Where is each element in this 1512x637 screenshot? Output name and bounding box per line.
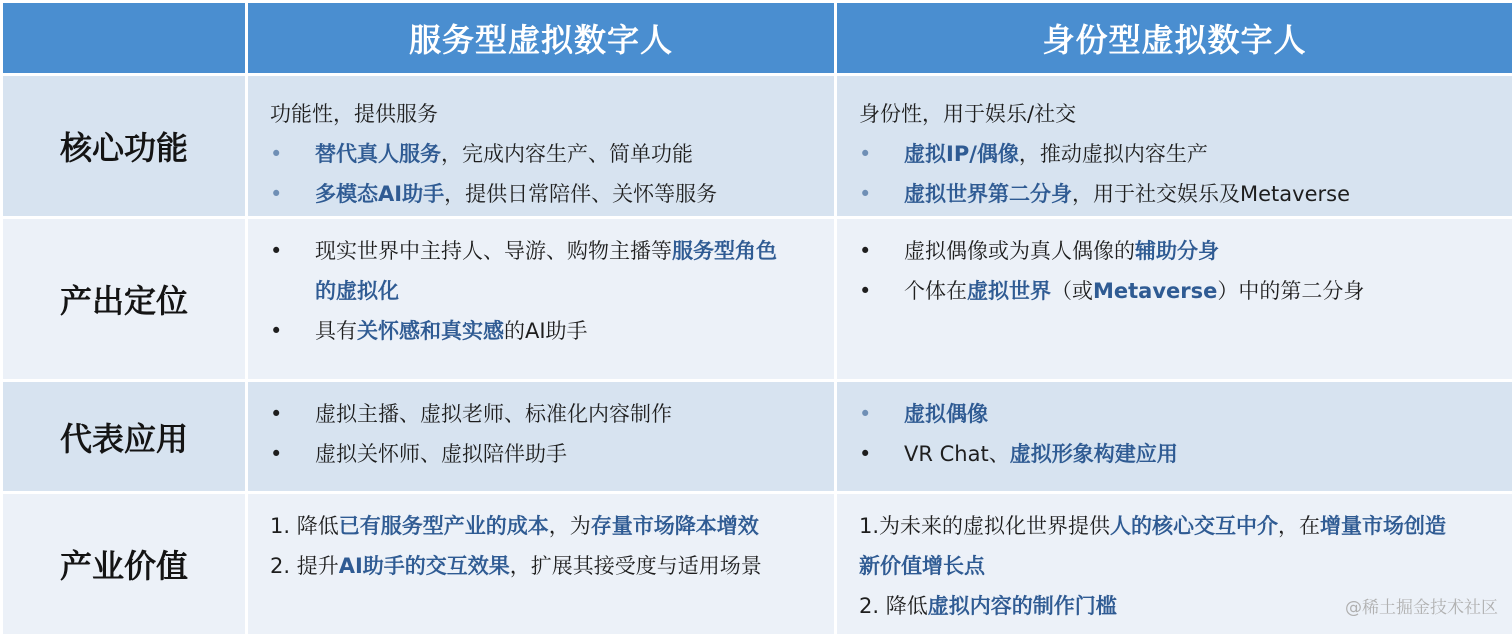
item-text: ，用于社交娱乐及Metaverse (1072, 182, 1350, 206)
highlight-text: 辅助分身 (1135, 239, 1219, 263)
bullet-dot: • (270, 134, 315, 174)
item-text: 虚拟主播、虚拟老师、标准化内容制作 (315, 394, 816, 434)
highlight-text: 存量市场降本增效 (591, 514, 759, 538)
item-text: 2. 降低 (859, 594, 928, 618)
list-item (270, 134, 816, 174)
highlight-text: 新价值增长点 (859, 554, 985, 578)
list-item (859, 434, 1494, 474)
item-text: 1. 降低 (270, 514, 339, 538)
list-item (859, 506, 1494, 546)
bullet-dot: • (859, 434, 904, 474)
bullet-dot: • (270, 434, 315, 474)
row-core-function (2, 75, 1512, 218)
item-text: ，扩展其接受度与适用场景 (510, 554, 762, 578)
list-item (270, 311, 816, 351)
list-item-continued (859, 546, 1494, 586)
bullet-dot: • (270, 174, 315, 214)
highlight-text: 服务型角色 (672, 239, 777, 263)
item-text: ，完成内容生产、简单功能 (441, 142, 693, 166)
cell-position-identity (836, 218, 1512, 381)
highlight-text: 关怀感和真实感 (357, 319, 504, 343)
highlight-text: 增量市场创造 (1320, 514, 1446, 538)
highlight-text: 的虚拟化 (315, 279, 399, 303)
bullet-dot: • (270, 311, 315, 351)
item-text: ，提供日常陪伴、关怀等服务 (444, 182, 717, 206)
highlight-text: 虚拟偶像 (904, 402, 988, 426)
cell-value-service (247, 493, 836, 636)
item-text: ，推动虚拟内容生产 (1019, 142, 1208, 166)
bullet-dot: • (859, 394, 904, 434)
list-item (859, 134, 1494, 174)
row-label-position: 产出定位 (2, 218, 247, 381)
row-label-core: 核心功能 (2, 75, 247, 218)
item-text: 2. 提升 (270, 554, 339, 578)
row-industry-value (2, 493, 1512, 636)
item-text: 1.为未来的虚拟化世界提供 (859, 514, 1110, 538)
list-item (270, 231, 816, 311)
cell-position-service (247, 218, 836, 381)
col-header-identity: 身份型虚拟数字人 (836, 2, 1512, 75)
highlight-text: 虚拟IP/偶像 (904, 142, 1019, 166)
header-row (2, 2, 1512, 75)
list-item (859, 271, 1494, 311)
item-text: 具有 (315, 319, 357, 343)
highlight-text: 虚拟内容的制作门槛 (928, 594, 1117, 618)
list-item (859, 231, 1494, 271)
list-item (270, 506, 816, 546)
bullet-dot: • (270, 231, 315, 311)
list-item (270, 546, 816, 586)
item-text: 现实世界中主持人、导游、购物主播等 (315, 239, 672, 263)
list-item (859, 174, 1494, 214)
cell-core-identity (836, 75, 1512, 218)
highlight-text: Metaverse (1093, 279, 1217, 303)
core-identity-intro: 身份性，用于娱乐/社交 (859, 94, 1494, 134)
bullet-dot: • (859, 231, 904, 271)
cell-core-service (247, 75, 836, 218)
list-item (859, 394, 1494, 434)
list-item (270, 434, 816, 474)
row-output-position (2, 218, 1512, 381)
item-text: （或 (1051, 279, 1093, 303)
row-applications (2, 381, 1512, 493)
highlight-text: 虚拟世界 (967, 279, 1051, 303)
bullet-dot: • (270, 394, 315, 434)
highlight-text: 虚拟形象构建应用 (1010, 442, 1178, 466)
row-label-apps: 代表应用 (2, 381, 247, 493)
row-label-value: 产业价值 (2, 493, 247, 636)
highlight-text: 已有服务型产业的成本 (339, 514, 549, 538)
bullet-dot: • (859, 134, 904, 174)
item-text: 的AI助手 (504, 319, 588, 343)
highlight-text: AI助手的交互效果 (339, 554, 510, 578)
item-text: ，为 (549, 514, 591, 538)
item-text: ，在 (1278, 514, 1320, 538)
cell-apps-identity (836, 381, 1512, 493)
highlight-text: 人的核心交互中介 (1110, 514, 1278, 538)
corner-cell (2, 2, 247, 75)
item-text: 虚拟关怀师、虚拟陪伴助手 (315, 434, 816, 474)
item-text: 虚拟偶像或为真人偶像的 (904, 239, 1135, 263)
col-header-service: 服务型虚拟数字人 (247, 2, 836, 75)
item-text: VR Chat、 (904, 442, 1010, 466)
highlight-text: 虚拟世界第二分身 (904, 182, 1072, 206)
highlight-text: 多模态AI助手 (315, 182, 444, 206)
highlight-text: 替代真人服务 (315, 142, 441, 166)
list-item (270, 394, 816, 434)
watermark-text: @稀土掘金技术社区 (1345, 593, 1498, 618)
cell-apps-service (247, 381, 836, 493)
bullet-dot: • (859, 271, 904, 311)
bullet-dot: • (859, 174, 904, 214)
list-item (270, 174, 816, 214)
item-text: ）中的第二分身 (1217, 279, 1364, 303)
item-text: 个体在 (904, 279, 967, 303)
core-service-intro: 功能性，提供服务 (270, 94, 816, 134)
